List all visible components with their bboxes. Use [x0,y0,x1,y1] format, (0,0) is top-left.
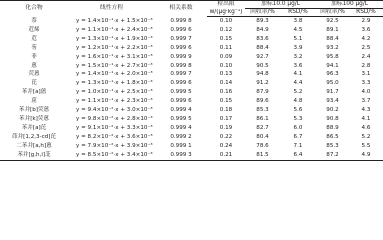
cell-rsd-2: 2.9 [361,18,371,24]
cell-rsd-2: 3.6 [361,26,371,33]
cell-recovery-2: 95.8 [326,53,339,60]
cell-equation: y = 1.1×10⁻¹·x + 2.3×10⁻³ [76,98,153,105]
cell-rsd-1: 5.1 [293,35,303,42]
cell-equation: y = 1.5×10⁻¹·x + 2.7×10⁻³ [76,62,153,69]
cell-equation: y = 1.3×10⁻¹·x + 1.9×10⁻³ [76,35,153,42]
cell-rsd-2: 4.2 [361,35,371,42]
cell-correlation: 0.999 7 [170,71,192,78]
cell-compound: 苊烯 [28,26,40,33]
cell-equation: y = 1.3×10⁻¹·x + 1.8×10⁻³ [76,80,153,87]
header-equation: 线性方程 [68,1,155,17]
cell-equation: y = 8.5×10⁻²·x + 3.4×10⁻³ [68,151,155,160]
cell-recovery-1: 83.6 [256,35,269,42]
header-correlation: 相关系数 [155,1,207,17]
cell-lod: 0.10 [219,18,233,24]
table-row [0,106,383,115]
cell-recovery-1: 78.6 [256,142,269,149]
cell-correlation: 0.999 6 [170,44,192,51]
cell-rsd-2: 4.9 [349,151,383,160]
cell-rsd-1: 4.8 [293,98,303,105]
table-body [0,17,383,161]
cell-recovery-1: 94.8 [256,71,269,78]
header-row-1 [0,1,383,9]
cell-recovery-2: 94.1 [326,62,339,69]
cell-compound: 苯并[b]荧蒽 [18,107,50,114]
header-recovery-2: 回收率/% [316,9,349,17]
cell-rsd-1: 7.1 [293,142,303,149]
cell-rsd-2: 3.7 [361,98,371,105]
cell-rsd-1: 3.8 [293,18,303,24]
cell-rsd-1: 5.2 [293,89,303,96]
cell-rsd-2: 4.6 [361,124,371,131]
cell-rsd-2: 5.2 [361,133,371,140]
cell-rsd-1: 4.4 [293,80,303,87]
cell-recovery-2: 95.0 [326,80,339,87]
cell-compound: 萘 [31,17,37,24]
table-row [0,115,383,124]
cell-compound: 苊 [31,35,37,42]
cell-recovery-1: 80.4 [256,133,269,140]
cell-rsd-2: 3.1 [361,71,371,78]
cell-equation: y = 1.4×10⁻¹·x + 1.5×10⁻³ [76,17,153,24]
cell-recovery-2: 86.5 [326,133,339,140]
cell-correlation: 0.999 1 [170,142,192,149]
cell-lod: 0.14 [219,80,233,87]
cell-correlation: 0.999 8 [170,17,192,24]
cell-compound: 芴 [31,44,37,51]
cell-rsd-2: 2.5 [361,44,371,51]
cell-rsd-1: 3.2 [293,53,303,60]
cell-rsd-1: 4.1 [293,71,303,78]
cell-recovery-2: 90.2 [326,107,339,114]
cell-correlation: 0.999 6 [170,80,192,87]
cell-recovery-2: 90.8 [326,115,339,122]
cell-rsd-2: 2.4 [361,53,371,60]
cell-recovery-1: 85.3 [256,107,269,114]
cell-equation: y = 7.9×10⁻²·x + 3.9×10⁻³ [76,142,153,149]
table-row [0,97,383,106]
cell-correlation: 0.999 6 [170,98,192,105]
cell-rsd-2: 2.8 [361,62,371,69]
cell-compound: 芘 [31,80,37,87]
cell-lod: 0.21 [207,151,245,160]
table-row [0,133,383,142]
cell-recovery-1: 86.1 [256,115,269,122]
cell-equation: y = 1.4×10⁻¹·x + 2.0×10⁻³ [76,71,153,78]
cell-rsd-1: 3.9 [293,44,303,51]
cell-rsd-1: 5.3 [293,115,303,122]
cell-lod: 0.15 [219,98,233,105]
cell-lod: 0.22 [219,133,233,140]
cell-recovery-2: 92.5 [326,18,339,24]
cell-equation: y = 8.2×10⁻²·x + 3.6×10⁻³ [76,133,153,140]
cell-rsd-2: 4.0 [361,89,371,96]
cell-correlation: 0.999 3 [155,151,207,160]
cell-rsd-2: 4.1 [361,115,371,122]
cell-lod: 0.24 [219,142,233,149]
table-row [0,53,383,62]
header-rsd-1: RSD/% [280,9,316,17]
cell-equation: y = 1.0×10⁻¹·x + 2.5×10⁻³ [76,89,153,96]
cell-recovery-1: 82.7 [256,124,269,131]
cell-lod: 0.10 [219,62,233,69]
cell-rsd-2: 4.3 [361,107,371,114]
cell-recovery-2: 88.9 [326,124,339,131]
cell-recovery-1: 81.5 [245,151,280,160]
cell-correlation: 0.999 4 [170,124,192,131]
cell-rsd-2: 3.3 [361,80,371,87]
cell-recovery-2: 85.3 [326,142,339,149]
table-row [0,62,383,71]
table-row [0,44,383,53]
table-row [0,35,383,44]
table-row [0,124,383,133]
cell-correlation: 0.999 5 [170,115,192,122]
cell-lod: 0.18 [219,107,233,114]
cell-compound: 苯并[a]蒽 [21,89,47,96]
cell-equation: y = 9.4×10⁻²·x + 3.0×10⁻³ [76,107,153,114]
cell-rsd-2: 5.5 [361,142,371,149]
cell-compound: 菲 [31,53,37,60]
table-row [0,88,383,97]
cell-equation: y = 1.1×10⁻¹·x + 2.4×10⁻³ [76,26,153,33]
cell-recovery-2: 89.1 [326,26,339,33]
cell-lod: 0.17 [219,115,233,122]
table-row [0,142,383,151]
cell-recovery-1: 88.4 [256,44,269,51]
cell-rsd-1: 4.5 [293,26,303,33]
cell-lod: 0.16 [219,89,233,96]
header-lod-unit: w/(μg·kg⁻¹) [207,9,245,17]
cell-equation: y = 9.1×10⁻²·x + 3.3×10⁻³ [76,124,153,131]
table-row [0,151,383,160]
cell-correlation: 0.999 4 [170,107,192,114]
cell-recovery-2: 93.4 [326,98,339,105]
cell-correlation: 0.999 7 [170,35,192,42]
cell-recovery-2: 88.4 [326,35,339,42]
header-compound: 化合物 [0,1,68,17]
cell-lod: 0.15 [219,35,233,42]
cell-rsd-1: 6.4 [280,151,316,160]
header-recovery-1: 回收率/% [245,9,280,17]
cell-lod: 0.09 [219,53,233,60]
cell-recovery-1: 92.7 [256,53,269,60]
cell-recovery-2: 96.3 [326,71,339,78]
table-row [0,70,383,79]
table-row [0,79,383,88]
cell-correlation: 0.999 2 [170,133,192,140]
cell-rsd-1: 5.6 [293,107,303,114]
cell-compound: 䓛 [31,98,37,105]
cell-recovery-1: 84.9 [256,26,269,33]
cell-compound: 蒽 [31,62,37,69]
cell-rsd-1: 6.0 [293,124,303,131]
table-row [0,26,383,35]
header-rsd-2: RSD/% [349,9,383,17]
cell-recovery-2: 87.2 [316,151,349,160]
cell-recovery-2: 91.7 [326,89,339,96]
cell-rsd-1: 6.7 [293,133,303,140]
cell-compound: 苯并[g,h,i]苝 [0,151,68,160]
header-spike-10: 加标10.0 μg/L [245,1,316,9]
header-lod: 检出限 [207,1,245,9]
cell-equation: y = 1.2×10⁻¹·x + 2.2×10⁻³ [76,44,153,51]
cell-correlation: 0.999 9 [170,53,192,60]
cell-lod: 0.19 [219,124,233,131]
cell-rsd-1: 3.6 [293,62,303,69]
header-spike-100: 加标100 μg/L [316,1,383,9]
cell-compound: 二苯并[a,h]蒽 [16,142,52,149]
cell-compound: 苯并[k]荧蒽 [19,115,49,122]
cell-correlation: 0.999 6 [170,26,192,33]
table-row [0,17,383,26]
cell-compound: 苯并[a]芘 [21,124,47,131]
cell-correlation: 0.999 5 [170,89,192,96]
cell-equation: y = 9.8×10⁻²·x + 2.8×10⁻³ [76,115,153,122]
cell-recovery-1: 90.5 [256,62,269,69]
cell-equation: y = 1.6×10⁻¹·x + 3.1×10⁻³ [76,53,153,60]
cell-recovery-1: 91.2 [256,80,269,87]
cell-recovery-1: 87.9 [256,89,269,96]
cell-recovery-2: 93.2 [326,44,339,51]
cell-lod: 0.12 [219,26,233,33]
cell-recovery-1: 89.6 [256,98,269,105]
cell-lod: 0.11 [219,44,233,51]
cell-compound: 荧蒽 [28,71,40,78]
cell-compound: 茚并[1,2,3-cd]芘 [11,133,57,140]
cell-lod: 0.13 [219,71,233,78]
cell-recovery-1: 89.3 [256,18,269,24]
cell-correlation: 0.999 8 [170,62,192,69]
